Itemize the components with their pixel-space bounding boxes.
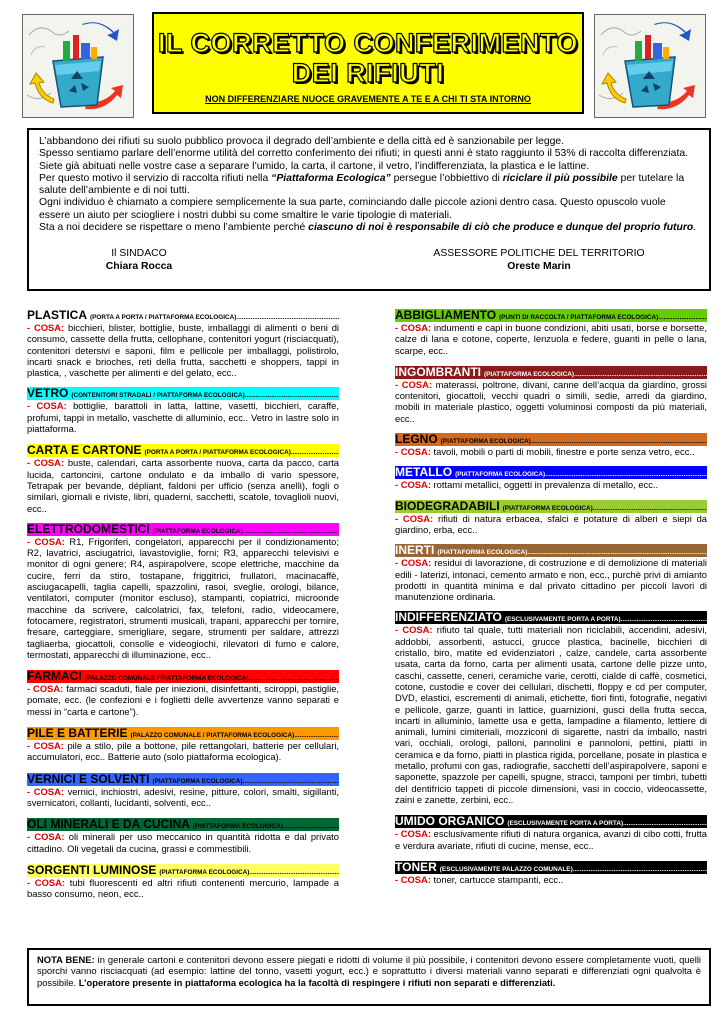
category-collection-method: (PIATTAFORMA ECOLOGICA) ..... [437,549,707,556]
category-items: vernici, inchiostri, adesivi, resine, pitture, colori, smalti, sigillanti, svernicatori, collanti, lucidanti, solventi, ecc.. [27,785,339,808]
category-description [27,740,339,763]
intro-emphasis: ciascuno di noi è responsabile di ciò che produce e dunque del proprio futuro [308,222,694,234]
category-description [395,874,707,885]
waste-category [27,773,339,809]
page-title-line1: IL CORRETTO CONFERIMENTO [157,28,579,58]
waste-category [395,466,707,490]
signature-assessor [389,248,689,273]
title-banner [152,12,584,114]
category-name: INGOMBRANTI [395,365,481,379]
signatures [39,248,699,273]
category-name: INERTI [395,544,435,558]
category-header [395,861,707,874]
intro-paragraph: L’abbandono dei rifiuti su suolo pubblico provoca il degrado dell’ambiente e della città ed è sanzionabile per legge. [39,136,565,147]
waste-category [395,309,707,356]
category-header [27,309,339,322]
category-name: LEGNO [395,433,438,447]
category-header [395,611,707,624]
category-description [27,400,339,434]
category-items: oli minerali per uso meccanico in quantità ridotta e dal privato cittadino. Oli vegetali da cucina, grassi e commestibili. [27,831,339,854]
intro-paragraph [39,173,699,198]
category-description [27,831,339,854]
category-collection-method: (PALAZZO COMUNALE / PIATTAFORMA ECOLOGICA) ..... [130,732,339,739]
cosa-label: - COSA: [395,828,431,840]
category-header [395,500,707,513]
signature-role: Il SINDACO [111,248,167,260]
category-items: residui di lavorazione, di costruzione e di demolizione di materiali edili - laterizi, intonaci, cemento armato e non, ecc., purchè privi di amianto prodotti in quantità minima e dal privato cittadino per piccoli lavori di manutenzione ordinaria. [395,557,708,603]
category-header [395,366,707,379]
category-header [27,864,339,877]
category-collection-method: (PORTA A PORTA / PIATTAFORMA ECOLOGICA) ..... [144,449,339,456]
waste-category [27,444,339,513]
waste-category [395,815,707,851]
category-header [27,387,339,400]
waste-category [27,670,339,717]
category-items: bicchieri, blister, bottiglie, buste, imballaggi di alimenti o beni di consumo, cassette della frutta, cellophane, contenitori yogurt (risciacquati), contenitori detersivi e saponi, film e pellicole per imballaggi, polistirolo, incarti snack e brioches, reti della frutta, sacchetti e shoppers, tappi in plastica, , vaschette per alimenti e del gelato, ecc.. [27,322,339,379]
waste-category [27,818,339,854]
intro-paragraph: Spesso sentiamo parlare dell’enorme utilità del corretto conferimento dei rifiuti; in questi anni è stato raggiunto il 53% di raccolta differenziata. Siete già abituati nelle vostre case a separare l’umido, la carta, il cartone, il vetro, l’indifferenziata, la plastica e le lattine. [39,148,688,172]
cosa-label: - COSA: [395,479,431,491]
category-items: rifiuti di natura erbacea, sfalci e potature di alberi e siepi da giardino, erba, ecc.. [395,512,708,535]
cosa-label: - COSA: [27,876,66,888]
category-name: OLI MINERALI E DA CUCINA [27,818,190,832]
category-collection-method: (PIATTAFORMA ECOLOGICA) ..... [152,778,339,785]
category-items: bottiglie, barattoli in latta, lattine, vasetti, bicchieri, caraffe, profumi, tappi in metallo, vaschette di alluminio, ecc.. Vetro in lastre solo in piattaforma. [27,400,339,435]
category-description [27,877,339,900]
waste-category [395,544,707,602]
signature-role: ASSESSORE POLITICHE DEL TERRITORIO [433,248,645,260]
category-items: toner, cartucce stampanti, ecc.. [433,873,564,885]
category-items: tubi fluorescenti ed altri rifiuti contenenti mercurio, lampade a basso consumo, neon, ecc.. [27,876,340,900]
category-collection-method: (PALAZZO COMUNALE / PIATTAFORMA ECOLOGICA) ..... [85,675,339,682]
category-items: materassi, poltrone, divani, canne dell’acqua da giardino, grossi contenitori, giocattoli, vecchi quadri o simili, sedie, arredi da giardino, mobili in materiale plastico, oggetti voluminosi composti da più materiali, ecc.. [395,378,708,424]
waste-category [27,387,339,434]
category-description [395,624,707,805]
category-name: METALLO [395,466,453,480]
category-header [27,670,339,683]
cosa-label: - COSA: [395,446,431,458]
category-description [27,322,339,378]
waste-category [27,309,339,378]
page-title-line2: DEI RIFIUTI [291,58,445,88]
cosa-label: - COSA: [27,785,64,797]
intro-text: Sta a noi decidere se rispettare o meno l’ambiente perché [39,222,309,234]
category-name: PILE E BATTERIE [27,727,128,741]
cosa-label: - COSA: [27,740,64,752]
category-name: TONER [395,860,437,874]
intro-box [27,128,711,291]
signature-name: Chiara Rocca [105,260,173,272]
cosa-label: - COSA: [27,535,65,547]
category-header [395,815,707,828]
category-name: BIODEGRADABILI [395,499,500,513]
waste-category [395,500,707,536]
recycling-bin-icon [595,15,706,118]
intro-text: Per questo motivo il servizio di raccolta rifiuti nella [39,172,272,184]
category-description [395,828,707,851]
cosa-label: - COSA: [27,322,65,333]
category-header [27,818,339,831]
category-collection-method: (ESCLUSIVAMENTE PALAZZO COMUNALE) ..... [440,866,707,873]
waste-category [27,864,339,900]
category-collection-method: (PIATTAFORMA ECOLOGICA) ..... [503,505,707,512]
category-collection-method: (ESCLUSIVAMENTE PORTA A PORTA) ..... [507,820,707,827]
category-description [27,536,339,660]
categories-right-column [395,309,707,885]
category-name: ABBIGLIAMENTO [395,309,497,322]
category-items: rifiuto tal quale, tutti materiali non riciclabili, accendini, adesivi, addobbi, assorbenti, astucci, grucce plastica, bacinelle, bicchieri di cristallo, biro, matite ed evidenziatori , calze, candele, carta assorbente usata, carta da forno, carta per alimenti usata, cartone delle pizze unto, caschi, cassette, ceneri, ceramiche varie, cerotti, cialde di caffè, cosmetici, cotone, custodie e cover dei cellulari, dischetti, floppy e cd per computer, DVD, elastici, escrementi di animali, etichette, fiori finti, fotografie, negativi e pellicole, garze, guanti in lattice, guarnizioni, gusci della frutta secca, incarti in alluminio, lamette usa e getta, lampadine a filamento, lettiere di animali, lumini cimiteriali, mozziconi di sigarette, nastri da imballo, nastri vari, occhiali, orologi, palloni, pannolini e pannoloni, pettini, piatti in ceramica e da forno, piatti in plastica rigida, porcellane, posate in plastica e metallo, profumi con gas, radiografie, sacchetti dell’aspirapolvere, saponi e saponette, spazzole per capelli, spugne, stracci, tamponi per timbri, tubetti del dentifricio tappeti di piccole dimensioni, vasi in coccio, videocassette, zaini e zanette, zerbini, ecc.. [395,624,708,805]
category-name: SORGENTI LUMINOSE [27,863,157,877]
category-description [395,446,707,457]
intro-text: per tutelare la salute dell’ambiente e di noi tutti. [39,172,685,197]
category-header [27,727,339,740]
intro-paragraph: Ogni individuo è chiamato a compiere semplicemente la sua parte, cominciando dalle piccole azioni dentro casa. Questo opuscolo vuole essere un aiuto per sciogliere i nostri dubbi su come smaltire le varie tipologie di materiali. [39,197,666,221]
category-description [395,322,707,356]
waste-category [395,861,707,885]
category-header [27,523,339,536]
recycling-logo-left [22,14,134,118]
category-items: rottami metallici, oggetti in prevalenza di metallo, ecc.. [433,479,659,491]
category-collection-method: (PIATTAFORMA ECOLOGICA) ..... [441,438,707,445]
category-items: tavoli, mobili o parti di mobili, finestre e porte senza vetro, ecc.. [433,446,695,458]
cosa-label: - COSA: [27,400,67,412]
category-description [395,479,707,490]
category-header [395,544,707,557]
cosa-label: - COSA: [27,831,65,843]
intro-text: . [693,222,697,234]
category-name: ELETTRODOMESTICI [27,522,150,536]
intro-emphasis: riciclare il più possibile [502,172,618,184]
cosa-label: - COSA: [395,873,431,885]
nota-bene-box [27,948,711,1006]
cosa-label: - COSA: [395,322,432,333]
intro-text: persegue l’obbiettivo di [390,172,503,184]
recycling-logo-right [594,14,706,118]
category-description [27,786,339,809]
waste-category [27,523,339,660]
category-items: indumenti e capi in buone condizioni, abiti usati, borse e borsette, calze di lana e cotone, coperte, lenzuola e federe, guanti in pelle o lana, scarpe, ecc.. [395,322,707,356]
category-description [395,557,707,602]
category-description [395,513,707,536]
waste-category [27,727,339,763]
category-name: FARMACI [27,670,82,684]
recycling-bin-icon [23,15,134,118]
signature-name: Oreste Marin [507,260,571,272]
category-collection-method: (PIATTAFORMA ECOLOGICA) ..... [159,869,339,876]
category-items: buste, calendari, carta assorbente nuova, carta da pacco, carta lucida, cartoncini, cartone ondulato e da imballo di vario spessore, Tetrapak per bevande, dépliant, faldoni per ufficio (senza anelli), fogli o similari, giornali e riviste, libri, quaderni, sacchetti, scatole, tovaglioli nuovi, ecc.. [27,457,340,514]
category-name: VERNICI E SOLVENTI [27,772,150,786]
category-header [395,466,707,479]
category-description [395,379,707,424]
categories-left-column [27,309,339,899]
category-name: CARTA E CARTONE [27,444,142,458]
signature-mayor [39,248,239,273]
intro-emphasis: “Piattaforma Ecologica” [271,172,391,184]
category-collection-method: (PIATTAFORMA ECOLOGICA) ..... [484,371,707,378]
nota-label: NOTA BENE: [37,954,95,965]
waste-category [395,611,707,805]
cosa-label: - COSA: [27,457,65,469]
category-items: esclusivamente rifiuti di natura organica, avanzi di cibo cotti, frutta e verdura avariate, rifiuti di cucine, mense, ecc.. [395,828,707,851]
intro-paragraph [39,222,699,234]
waste-category [395,366,707,424]
cosa-label: - COSA: [395,512,434,524]
category-items: R1, Frigoriferi, congelatori, apparecchi per il condizionamento; R2, lavatrici, asciugatrici, lavastoviglie, forni; R3, apparecchi televisivi e monitor di ogni genere; R4, aspirapolvere, scope elettriche, macchine da cucire, ferri da stiro, tostapane, friggitrici, frullatori, macinacaffè, asciugacapelli, taglia capelli, spazzolini, rasoi, sveglie, orologi, bilance, ventilatori, computer (monitor escluso), stampanti, copiatrici, microonde macchine da scrivere, calcolatrici, fax, telefoni, radio, videocamere, fotocamere, registratori, strumenti musicali, trapani, apparecchi per tornire, fresare, carteggiare, smerigliare, segare, strumenti per saldare, attrezzi tagliaerba, giocattoli, consolle e videogiochi, rilevatori di fumo e calore, termostati, apparecchi di illuminazione, ecc.. [27,535,339,660]
cosa-label: - COSA: [395,378,432,390]
category-name: INDIFFERENZIATO [395,611,502,625]
category-header [395,433,707,446]
cosa-label: - COSA: [27,683,64,695]
category-collection-method: (PUNTI DI RACCOLTA / PIATTAFORMA ECOLOGICA) ..... [499,314,707,321]
category-collection-method: (PIATTAFORMA ECOLOGICA) ..... [193,823,339,830]
category-header [27,444,339,457]
category-collection-method: (PIATTAFORMA ECOLOGICA) ..... [455,471,707,478]
category-collection-method: (CONTENITORI STRADALI / PIATTAFORMA ECOLOGICA) ..... [71,392,339,399]
category-header [395,309,707,322]
page-subtitle: NON DIFFERENZIARE NUOCE GRAVEMENTE A TE E A CHI TI STA INTORNO [205,94,531,104]
category-description [27,683,339,717]
cosa-label: - COSA: [395,624,433,636]
category-name: PLASTICA [27,309,87,322]
category-name: VETRO [27,387,69,401]
nota-text: in generale cartoni e contenitori devono essere piegati e ridotti di volume il più possibile, i contenitori devono essere completamente vuoti, quelli sporchi vanno risciacquati (ad esempio: lattine del tonno, vasetti yogurt, ecc.) e soprattutto i diversi materiali vanno separati e differenziati ogni qualvolta è possibile. [37,954,701,988]
category-description [27,457,339,513]
category-items: farmaci scaduti, fiale per iniezioni, disinfettanti, sciroppi, pastiglie, pomate, ecc. (le confezioni e i foglietti delle avvertenze vanno separati e messi in “carta e cartone”). [27,683,340,717]
category-collection-method: (PORTA A PORTA / PIATTAFORMA ECOLOGICA) ..... [90,314,339,321]
category-collection-method: (ESCLUSIVAMENTE PORTA A PORTA) ..... [505,616,707,623]
category-items: pile a stilo, pile a bottone, pile rettangolari, batterie per cellulari, accumulatori, ecc.. Batterie auto (solo piattaforma ecologica). [27,740,340,763]
cosa-label: - COSA: [395,557,432,569]
category-header [27,773,339,786]
waste-category [395,433,707,457]
nota-bold-text: L’operatore presente in piattaforma ecologica ha la facoltà di respingere i rifiuti non separati e differenziati. [78,976,556,988]
category-name: UMIDO ORGANICO [395,815,505,829]
category-collection-method: (PIATTAFORMA ECOLOGICA) ..... [153,528,339,535]
